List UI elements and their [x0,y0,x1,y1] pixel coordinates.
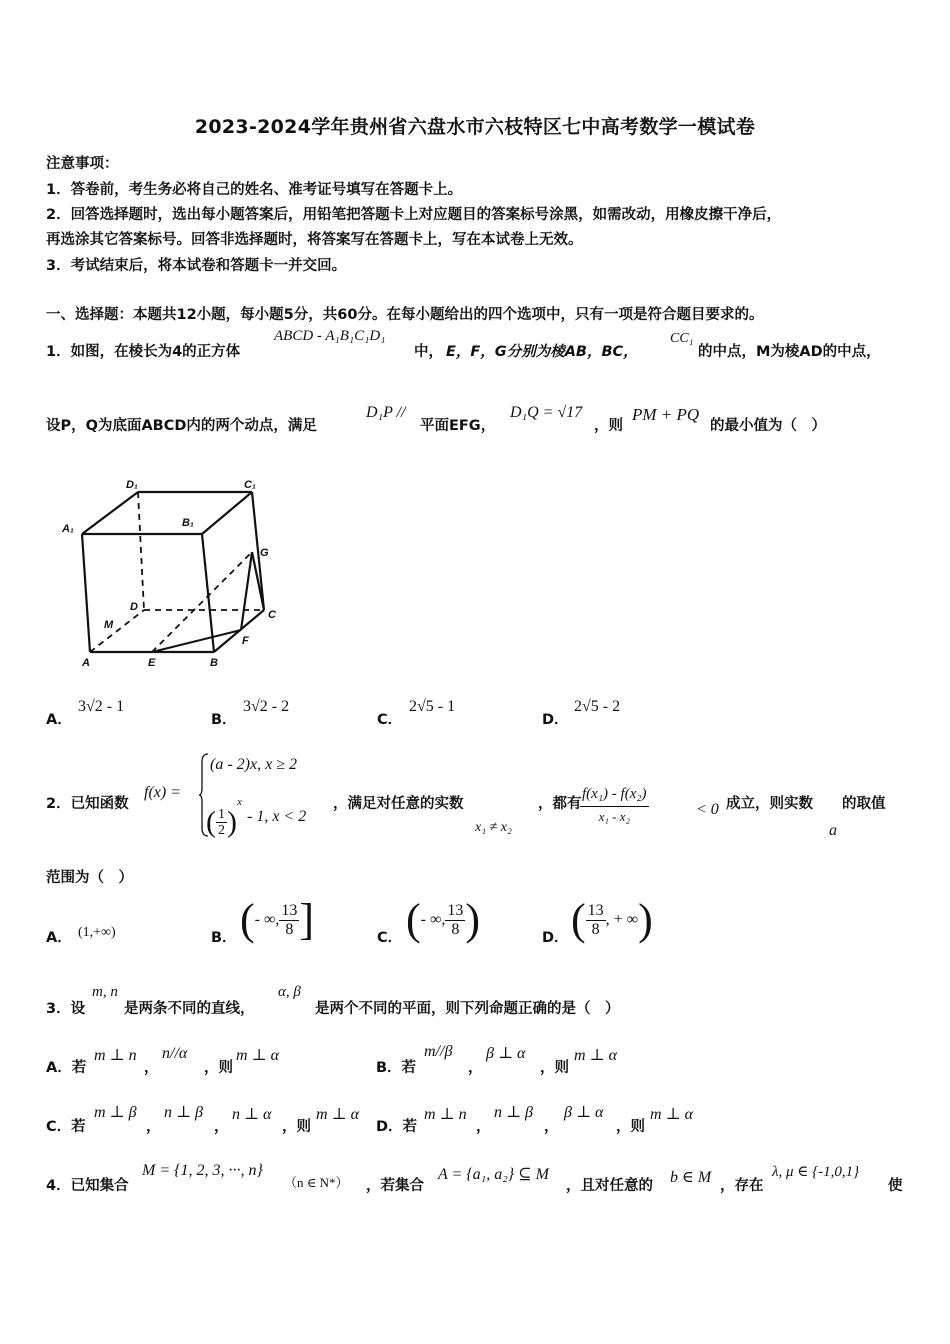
q1-cc1: CC₁ [670,331,694,346]
q3-optA-c2: n//α [162,1045,188,1062]
q1-text: 平面EFG， [420,418,496,434]
q4-bm: b ∈ M [670,1169,712,1186]
q1-option-A-value: 3√2 - 1 [78,698,125,715]
q2-frac-den: 8 [285,920,294,938]
q3-optD-c3: β ⊥ α [564,1104,604,1121]
q3-optA-res: m ⊥ α [236,1047,279,1064]
q1-pmpq: PM + PQ [632,405,700,424]
q2-option-D-letter: D． [542,930,569,946]
fig-label-G: G [260,547,269,559]
q3-optC-c3: n ⊥ α [232,1106,272,1123]
notice-item: 1．答卷前，考生务必将自己的姓名、准考证号填写在答题卡上。 [46,182,463,198]
q3-mn: m, n [92,984,118,1000]
q2-cond: x₁ ≠ x₂ [475,820,512,835]
notice-heading: 注意事项： [46,156,119,172]
q2-text: 2．已知函数 [46,796,129,812]
q1-text: ，则 [594,418,623,434]
q1-cube-formula: ABCD - A₁B₁C₁D₁ [274,328,386,344]
q3-sep: ， [144,1060,159,1076]
q1-option-C-value: 2√5 - 1 [409,698,456,715]
q3-option-A-letter: A．若 [46,1060,87,1076]
q2-case2-exp: x [237,796,242,808]
q4-lm: λ, μ ∈ {-1,0,1} [772,1164,860,1180]
q3-optB-c1: m//β [424,1043,453,1060]
q4-setM: M = {1, 2, 3, ···, n} [142,1162,263,1179]
q2-neg-inf: - ∞, [254,911,280,928]
q2-option-C-letter: C． [377,930,403,946]
notice-item: 再选涂其它答案标号。回答非选择题时，将答案写在答题卡上，写在本试卷上无效。 [46,232,583,248]
q2-frac-den: 8 [591,920,600,938]
q3-optC-res: m ⊥ α [316,1106,359,1123]
fig-label-C1: C₁ [244,479,256,491]
q2-case2-den: 2 [218,823,225,838]
fig-label-D1: D₁ [126,479,138,491]
q1-text: 设P，Q为底面ABCD内的两个动点，满足 [46,418,317,434]
q1-d1q: D₁Q = √17 [510,404,583,421]
q2-text: 成立，则实数 [726,796,813,812]
q2-case2-rest: - 1, x < 2 [246,808,307,825]
q3-sep: ， [214,1119,229,1135]
q2-option-B-value: (- ∞, $\frac{13}{8}$ ] [240,895,315,944]
q1-text: 的最小值为（ ） [710,418,826,434]
q3-option-B-letter: B．若 [376,1060,417,1076]
q3-option-C-letter: C．若 [46,1119,86,1135]
q2-option-A-letter: A． [46,930,72,946]
q2-fx: f(x) = [144,784,181,801]
q2-case1: (a - 2)x, x ≥ 2 [210,756,297,773]
q3-sep: ， [468,1060,483,1076]
q3-then: ，则 [616,1119,645,1135]
q2-var-a: a [829,822,837,839]
q3-sep: ， [544,1119,559,1135]
q3-text: 是两个不同的平面，则下列命题正确的是（ ） [315,1001,620,1017]
q2-ineq-rhs: < 0 [696,801,719,818]
q2-frac-den: 8 [451,920,460,938]
q2-case2: ( $\frac{1}{2}$ )$^x$ - 1, x < 2 [206,796,307,839]
q3-sep: ， [146,1119,161,1135]
q4-text: ，若集合 [366,1178,424,1194]
q2-option-B-letter: B． [211,930,237,946]
q3-sep: ， [476,1119,491,1135]
q3-optC-c1: m ⊥ β [94,1104,137,1121]
fig-label-B1: B₁ [182,517,194,529]
q2-ineq-num: f(x₁) - f(x₂) [580,786,649,807]
q4-setA: A = {a₁, a₂} ⊆ M [438,1166,549,1183]
q2-option-D-value: ( $\frac{13}{8}$ , + ∞) [571,895,653,944]
fig-label-B: B [210,657,218,669]
q1-option-D-value: 2√5 - 2 [574,698,621,715]
q1-option-D-letter: D． [542,712,569,728]
section-heading: 一、选择题：本题共12小题，每小题5分，共60分。在每小题给出的四个选项中，只有一项是符合题目要求的。 [46,307,764,323]
fig-label-F: F [242,635,249,647]
q3-ab: α, β [278,984,301,1000]
fig-label-E: E [148,657,156,669]
q3-text: 是两条不同的直线， [124,1001,255,1017]
q1-d1p: D₁P // [366,404,406,421]
q2-frac-num: 13 [281,901,298,919]
q4-text: 4．已知集合 [46,1178,129,1194]
q3-optD-res: m ⊥ α [650,1106,693,1123]
fig-label-C: C [268,609,276,621]
q1-text: 的中点，M为棱AD的中点， [698,344,881,360]
q2-frac-num: 13 [447,901,464,919]
q2-text: ，都有 [538,796,582,812]
notice-item: 3．考试结束后，将本试卷和答题卡一并交回。 [46,258,347,274]
q1-text: 中， [414,344,443,360]
notice-item: 2．回答选择题时，选出每小题答案后，用铅笔把答题卡上对应题目的答案标号涂黑，如需改动，用橡皮擦干净后， [46,207,782,223]
q2-frac-num: 13 [587,901,604,919]
q3-optC-c2: n ⊥ β [164,1104,204,1121]
cube-figure [58,472,290,672]
q2-text: ，满足对任意的实数 [333,796,464,812]
q2-pos-inf: , + ∞ [605,911,639,928]
q3-optB-c2: β ⊥ α [486,1045,526,1062]
q4-text: 使 [888,1178,903,1194]
q3-optA-c1: m ⊥ n [94,1047,137,1064]
q4-cond: （n ∈ N*） [284,1175,349,1190]
q1-text: 1．如图，在棱长为4的正方体 [46,344,241,360]
q1-option-B-letter: B． [211,712,237,728]
fig-label-D: D [130,601,138,613]
q2-case2-num: 1 [218,806,225,822]
q3-text: 3．设 [46,1001,86,1017]
fig-label-A: A [82,657,90,669]
q1-text: E，F，G分别为棱AB，BC， [446,344,638,360]
q3-option-D-letter: D．若 [376,1119,418,1135]
q2-option-A-value: (1,+∞) [78,925,116,940]
q2-ineq-den: x₁ - x₂ [598,808,630,824]
q1-option-C-letter: C． [377,712,403,728]
q2-text: 的取值 [842,796,886,812]
q3-then: ，则 [204,1060,233,1076]
q2-neg-inf: - ∞, [420,911,446,928]
q3-then: ，则 [282,1119,311,1135]
q2-text: 范围为（ ） [46,870,133,886]
q2-option-C-value: (- ∞, $\frac{13}{8}$ ) [406,895,481,944]
q3-optD-c2: n ⊥ β [494,1104,534,1121]
q4-text: ，存在 [720,1178,764,1194]
q2-ineq [580,786,649,824]
q3-optB-res: m ⊥ α [574,1047,617,1064]
q1-option-A-letter: A． [46,712,72,728]
page-title: 2023-2024学年贵州省六盘水市六枝特区七中高考数学一模试卷 [194,116,756,138]
fig-label-M: M [104,619,114,631]
q3-optD-c1: m ⊥ n [424,1106,467,1123]
fig-label-A1: A₁ [62,523,74,535]
q3-then: ，则 [540,1060,569,1076]
q1-option-B-value: 3√2 - 2 [243,698,290,715]
q4-text: ，且对任意的 [566,1178,653,1194]
